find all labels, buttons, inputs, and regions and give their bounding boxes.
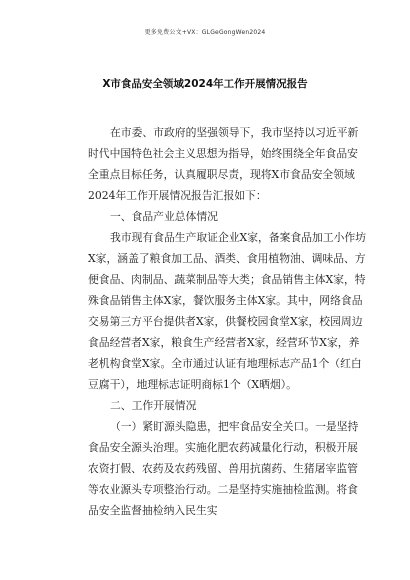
intro-line: 在市委、市政府的坚强领导下，我市坚持以习近平新: [110, 126, 359, 139]
section-2-paragraph: [88, 416, 359, 521]
intro-line: 时代中国特色社会主义思想为指导，始终围绕全年食品安: [88, 147, 358, 160]
section-2-line: 食品安全源头治理。实施化肥农药减量化行动，积极开展: [88, 441, 358, 454]
section-1-line: 我市现有食品生产取证企业X家，备案食品加工小作坊: [110, 231, 367, 244]
section-2-line: 品安全监督抽检纳入民生实: [88, 504, 218, 517]
intro-line: 2024年工作开展情况报告汇报如下：: [88, 189, 267, 202]
document-title: X市食品安全领域2024年工作开展情况报告: [102, 78, 308, 90]
section-1-line: 便食品、肉制品、蔬菜制品等大类；食品销售主体X家，特: [88, 273, 366, 286]
intro-line: 全重点目标任务，认真履职尽责，现将X市食品安全领域: [88, 168, 355, 181]
section-1-heading: 一、食品产业总体情况: [110, 210, 218, 223]
section-2-line: 农资打假、农药及农药残留、兽用抗菌药、生猪屠宰监管: [88, 462, 358, 475]
section-2-line: 等农业源头专项整治行动。二是坚持实施抽检监测。将食: [88, 483, 358, 496]
section-1-line: 交易第三方平台提供者X家，供餐校园食堂X家，校园周边: [88, 315, 363, 328]
section-1-line: X家，涵盖了粮食加工品、酒类、食用植物油、调味品、方: [88, 252, 366, 265]
header-watermark: 更多免费公文+VX：GLGeGongWen2024: [144, 29, 266, 36]
section-2-heading: 二、工作开展情况: [110, 399, 197, 412]
section-1-line: 豆腐干），地理标志证明商标1个（X晒烟）。: [88, 378, 297, 391]
document-body: [88, 122, 367, 521]
section-1-line: 老机构食堂X家。全市通过认证有地理标志产品1个（红白: [88, 357, 362, 370]
section-2-line: （一）紧盯源头隐患，把牢食品安全关口。一是坚持: [110, 420, 359, 433]
section-1-paragraph: [88, 227, 367, 395]
section-1-line: 殊食品销售主体X家，餐饮服务主体X家。其中，网络食品: [88, 294, 363, 307]
section-2-heading-block: [88, 395, 332, 416]
section-1-heading-block: [88, 206, 332, 227]
section-1-line: 食品经营者X家，粮食生产经营者X家，经营环节X家，养: [88, 336, 360, 349]
intro-paragraph: [88, 122, 359, 206]
